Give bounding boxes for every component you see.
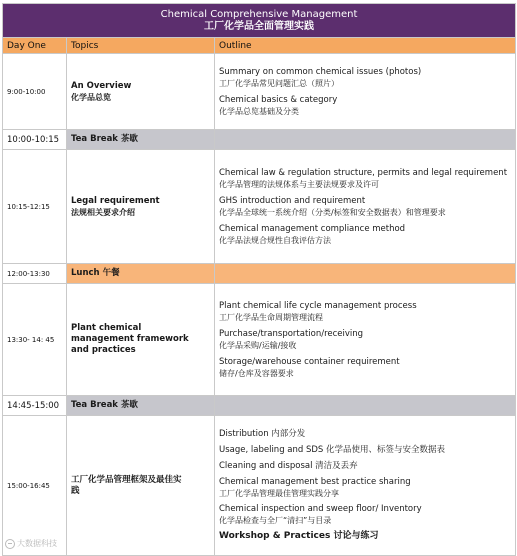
- topic-cell: [67, 150, 215, 264]
- agenda-row-legal: [3, 150, 516, 264]
- topic-line: An Overview: [71, 80, 132, 91]
- time-cell: 10:00-10:15: [3, 130, 67, 150]
- title-zh: 工厂化学品全面管理实践: [204, 20, 314, 32]
- outline-en: Cleaning and disposal 清洁及丢弃: [219, 461, 358, 471]
- topic-line: Plant chemical: [71, 323, 142, 333]
- topic-line: 践: [71, 485, 80, 496]
- outline-item: [219, 196, 511, 218]
- title-row: [3, 4, 516, 38]
- outline-item: [219, 504, 511, 526]
- outline-zh: 工厂化学品管理最佳管理实践分享: [219, 489, 339, 498]
- agenda-row-framework: [3, 284, 516, 396]
- time-cell: 13:30- 14: 45: [3, 284, 67, 396]
- outline-en: Summary on common chemical issues (photos): [219, 66, 422, 77]
- workshop-label: Workshop & Practices 讨论与练习: [219, 531, 379, 541]
- outline-en: Chemical management best practice sharing: [219, 477, 411, 487]
- outline-en: Usage, labeling and SDS 化学品使用、标签与安全数据表: [219, 445, 446, 455]
- topic-line: Legal requirement: [71, 195, 160, 206]
- topic-line: management framework: [71, 334, 189, 344]
- title-en: Chemical Comprehensive Management: [160, 8, 358, 20]
- time-cell: 15:00-16:45: [3, 416, 67, 556]
- outline-zh: 化学品总览基础及分类: [219, 106, 299, 116]
- outline-item: [219, 329, 511, 351]
- outline-zh: 化学品采购/运输/接收: [219, 340, 297, 350]
- wechat-icon: [5, 539, 15, 549]
- break-label: Tea Break 茶歇: [67, 130, 215, 150]
- outline-cell: [215, 284, 516, 396]
- topic-line: 工厂化学品管理框架及最佳实: [71, 474, 182, 485]
- outline-en: Chemical basics & category: [219, 94, 338, 105]
- outline-zh: 化学品全球统一系统介绍（分类/标签和安全数据表）和管理要求: [219, 207, 446, 217]
- agenda-row-tea-break-2: [3, 396, 516, 416]
- outline-cell: [215, 416, 516, 556]
- outline-zh: 工厂化学品常见问题汇总（照片）: [219, 78, 339, 88]
- outline-en: Plant chemical life cycle management process: [219, 300, 417, 311]
- title-cell: [3, 4, 516, 38]
- topic-cell: [67, 54, 215, 130]
- outline-cell: [215, 150, 516, 264]
- outline-zh: 化学品管理的法规体系与主要法规要求及许可: [219, 179, 379, 189]
- outline-header: Outline: [215, 38, 516, 54]
- time-cell: 10:15-12:15: [3, 150, 67, 264]
- outline-item: [219, 301, 511, 323]
- topic-cell: [67, 284, 215, 396]
- watermark: [5, 538, 57, 549]
- time-cell: 14:45-15:00: [3, 396, 67, 416]
- break-label: Tea Break 茶歇: [67, 396, 215, 416]
- outline-zh: 化学品法规合规性自我评估方法: [219, 235, 331, 245]
- lunch-fill: [215, 264, 516, 284]
- agenda-table: [2, 3, 516, 556]
- break-fill: [215, 396, 516, 416]
- outline-item: [219, 445, 511, 456]
- outline-item: [219, 67, 511, 89]
- topic-line: 法规相关要求介绍: [71, 207, 135, 217]
- outline-en: Chemical management compliance method: [219, 223, 406, 234]
- agenda-row-lunch: [3, 264, 516, 284]
- outline-en: GHS introduction and requirement: [219, 195, 366, 206]
- outline-en: Storage/warehouse container requirement: [219, 356, 400, 367]
- column-header-row: [3, 38, 516, 54]
- time-cell: 12:00-13:30: [3, 264, 67, 284]
- outline-item: [219, 95, 511, 117]
- outline-en: Distribution 内部分发: [219, 429, 306, 439]
- outline-en: Purchase/transportation/receiving: [219, 328, 364, 339]
- time-cell: 9:00-10:00: [3, 54, 67, 130]
- outline-item: [219, 461, 511, 472]
- outline-item: [219, 357, 511, 379]
- outline-item: [219, 429, 511, 440]
- outline-cell: [215, 54, 516, 130]
- break-fill: [215, 130, 516, 150]
- topic-cell: [67, 416, 215, 556]
- watermark-text: 大数据科技: [17, 539, 57, 548]
- outline-zh: 工厂化学品生命周期管理流程: [219, 312, 323, 322]
- agenda-row-tea-break: [3, 130, 516, 150]
- agenda-row-best-practice: [3, 416, 516, 556]
- outline-en: Chemical inspection and sweep floor/ Inventory: [219, 504, 422, 514]
- outline-en: Chemical law & regulation structure, permits and legal requirement: [219, 167, 508, 178]
- topic-line: and practices: [71, 345, 136, 355]
- outline-zh: 化学品检查与全厂“清扫”与目录: [219, 516, 332, 525]
- lunch-label: Lunch 午餐: [67, 264, 215, 284]
- outline-item: [219, 224, 511, 246]
- day-header: Day One: [3, 38, 67, 54]
- outline-item: [219, 477, 511, 499]
- outline-zh: 储存/仓库及容器要求: [219, 368, 294, 378]
- topics-header: Topics: [67, 38, 215, 54]
- outline-item: [219, 168, 511, 190]
- topic-line: 化学品总览: [71, 92, 111, 102]
- agenda-row-overview: [3, 54, 516, 130]
